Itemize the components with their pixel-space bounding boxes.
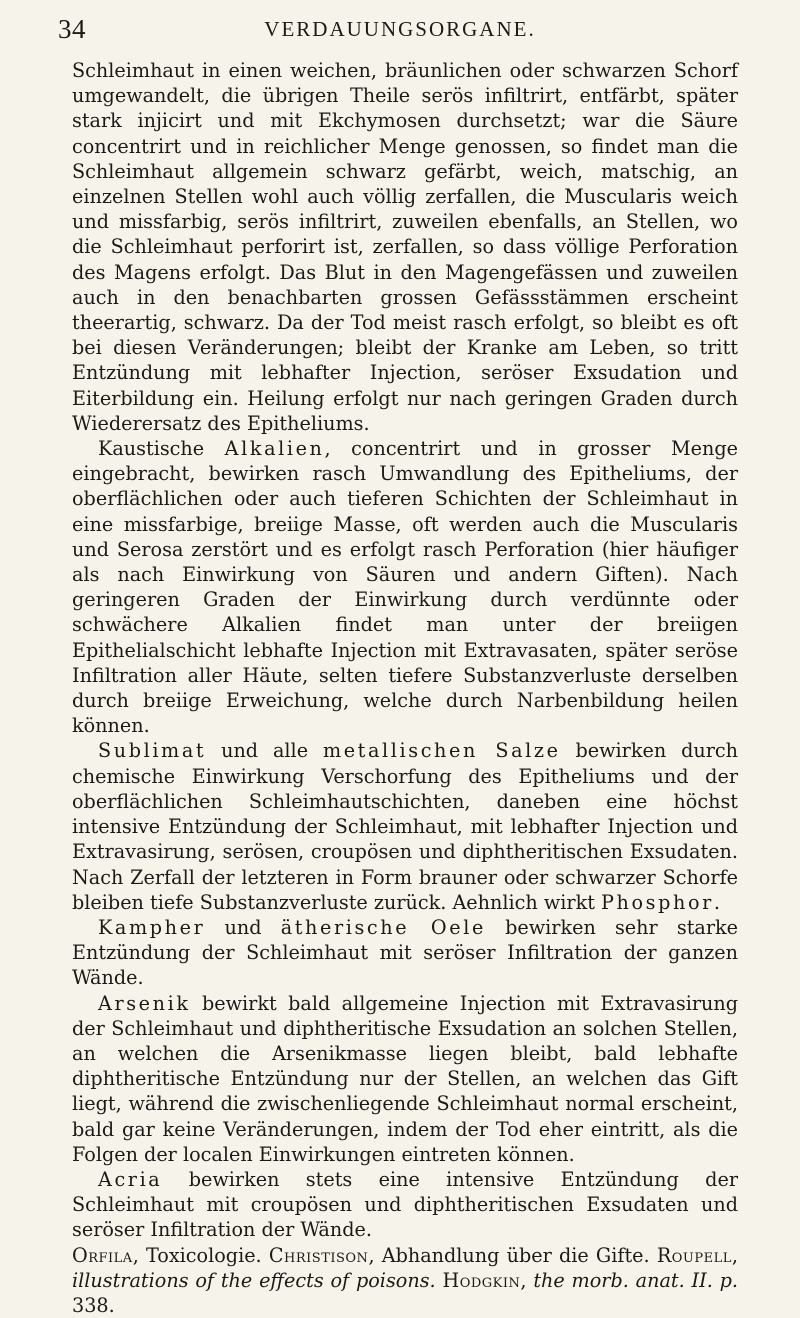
text-run: bewirken durch chemische Einwirkung Verschorfung des Epitheliums und der oberflächlichen Schleimhautschichten, daneben eine höchst intensive Entzündung der Schleimhaut, mit lebhafter Injection und Extravasirung, serösen, croupösen und diphtheritischen Exsudaten. Nach Zerfall der letzteren in Form brauner oder schwarzer Schorfe bleiben tiefe Substanzverluste zurück. Aehnlich wirkt [72,739,738,914]
spaced-term: ätherische Oele [280,915,486,939]
paragraph [72,436,738,738]
spaced-term: Arsenik [98,991,191,1015]
spaced-term: Alkalien [224,437,325,461]
page-header [58,14,742,44]
text-run: bewirkt bald allgemeine Injection mit Extravasirung der Schleimhaut und diphtheritische Exsudation an solchen Stellen, an welchen die Arsenikmasse liegen bleibt, bald lebhafte diphtheritische Entzündung nur der Stellen, an welchen das Gift liegt, während die zwischenliegende Schleimhaut normal erscheint, bald gar keine Veränderungen, indem der Tod eher eintritt, als die Folgen der localen Einwirkungen eintreten können. [72,991,738,1166]
text-run: . [713,890,720,914]
author-name: Hodgkin [442,1268,521,1292]
author-name: Orfila [72,1243,133,1267]
text-run: , concentrirt und in grosser Menge eingebracht, bewirken rasch Umwandlung des Epitheliums, der oberflächlichen oder auch tieferen Schichten der Schleimhaut in eine missfarbige, breiige Masse, oft werden auch die Muscularis und Serosa zerstört und es erfolgt rasch Perforation (hier häufiger als nach Einwirkung von Säuren und andern Giften). Nach geringeren Graden der Einwirkung durch verdünnte oder schwächere Alkalien findet man unter der breiigen Epithelialschicht lebhafte Injection mit Extravasaten, später seröse Infiltration aller Häute, selten tiefere Substanzverluste derselben durch breiige Erweichung, welche durch Narbenbildung heilen können. [72,437,739,738]
italic-title: illustrations of the effects of poisons. [72,1268,436,1292]
text-run: , Toxicologie. [132,1243,269,1267]
spaced-term: Acria [98,1167,163,1191]
spaced-term: Phosphor [601,890,714,914]
text-run: Schleimhaut in einen weichen, bräunlichen oder schwarzen Schorf umgewandelt, die übrigen Theile serös infiltrirt, entfärbt, später stark injicirt und mit Ekchymosen durchsetzt; war die Säure concentrirt und in reichlicher Menge genossen, so findet man die Schleimhaut allgemein schwarz gefärbt, weich, matschig, an einzelnen Stellen wohl auch völlig zerfallen, die Muscularis weich und missfarbig, serös infiltrirt, zuweilen ebenfalls, an Stellen, wo die Schleimhaut perforirt ist, zerfallen, so dass völlige Perforation des Magens erfolgt. Das Blut in den Magengefässen und zuweilen auch in den benachbarten grossen Gefässstämmen erscheint theerartig, schwarz. Da der Tod meist rasch erfolgt, so bleibt es oft bei diesen Veränderungen; bleibt der Kranke am Leben, so tritt Entzündung mit lebhafter Injection, seröser Exsudation und Eiterbildung ein. Heilung erfolgt nur nach geringen Graden durch Wiederersatz des Epitheliums. [72,59,738,435]
text-run: und alle [206,739,323,763]
running-title: VERDAUUNGSORGANE. [264,17,536,41]
text-run: , [731,1243,738,1267]
text-run: Kaustische [98,437,225,461]
text-run: , Abhandlung über die Gifte. [368,1243,657,1267]
author-name: Christison [268,1243,369,1267]
paragraph [72,915,738,991]
footnote [72,1243,738,1318]
author-name: Roupell [656,1243,732,1267]
paragraph [72,1167,738,1243]
italic-title: the morb. anat. II. p. [533,1268,738,1292]
paragraph [72,991,738,1167]
text-run: bewirken stets eine intensive Entzündung der Schleimhaut mit croupösen und diphtheritischen Exsudaten und seröser Infiltration der Wände. [72,1167,738,1242]
spaced-term: metallischen Salze [322,739,561,763]
text-run: , [520,1268,534,1292]
paragraph [72,738,738,914]
page-number: 34 [58,14,86,44]
main-text [72,58,738,1318]
text-run: bewirken sehr starke Entzündung der Schleimhaut mit seröser Infiltration der ganzen Wände. [72,915,739,990]
text-run: 338. [72,1293,115,1317]
spaced-term: Sublimat [98,739,207,763]
spaced-term: Kampher [98,915,206,939]
text-run: und [205,915,281,939]
paragraph [72,58,738,436]
